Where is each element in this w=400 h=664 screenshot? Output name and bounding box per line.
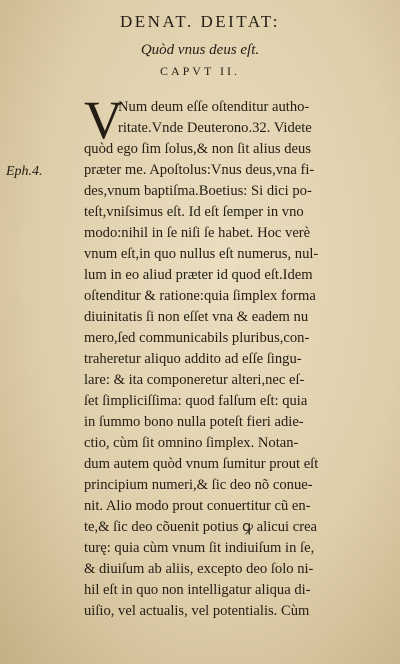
text-line: vnum eſt,in quo nullus eſt numerus, nul- bbox=[84, 246, 319, 262]
text-line: nit. Alio modo prout conuertitur cũ en- bbox=[84, 498, 311, 514]
text-line: & diuiſum ab aliis, excepto deo ſolo ni- bbox=[84, 561, 314, 577]
text-line: ctio, cùm ſit omnino ſimplex. Notan- bbox=[84, 435, 299, 451]
margin-note: Eph.4. bbox=[6, 164, 43, 179]
text-line: turę: quia cùm vnum ſit indiuiſum in ſe, bbox=[84, 540, 315, 556]
text-line: dum autem quòd vnum ſumitur prout eſt bbox=[84, 456, 319, 472]
text-line: modo:nihil in ſe niſi ſe habet. Hoc verè bbox=[84, 225, 311, 241]
text-line: lare: & ita componeretur alteri,nec eſ- bbox=[84, 372, 305, 388]
text-line: Num deum eſſe oſtenditur autho- bbox=[118, 99, 310, 115]
text-line: ritate.Vnde Deuterono.32. Videte bbox=[118, 120, 312, 136]
running-head: DENAT. DEITAT: bbox=[120, 12, 280, 31]
text-line: oſtenditur & ratione:quia ſimplex forma bbox=[84, 288, 316, 304]
text-line: in ſummo bono nulla poteſt fieri adie- bbox=[84, 414, 304, 430]
text-line: mero,ſed communicabils pluribus,con- bbox=[84, 330, 310, 346]
section-subtitle: Quòd vnus deus eſt. bbox=[140, 42, 260, 58]
text-line: hil eſt in quo non intelligatur aliqua di- bbox=[84, 582, 311, 598]
text-line: lum in eo aliud præter id quod eſt.Idem bbox=[84, 267, 313, 283]
chapter-heading: CAPVT II. bbox=[159, 64, 241, 78]
text-line: ſet ſimpliciſſima: quod falſum eſt: quia bbox=[84, 393, 308, 409]
text-line: uiſio, vel actualis, vel potentialis. Cùm bbox=[84, 603, 310, 619]
text-line: teſt,vniſsimus eſt. Id eſt ſemper in vno bbox=[84, 204, 304, 220]
text-line: te,& ſic deo cõuenit potius ꝙ alicui crea bbox=[84, 519, 318, 535]
text-line: principium numeri,& ſic deo nõ conue- bbox=[84, 477, 313, 493]
text-line: quòd ego ſim ſolus,& non ſit alius deus bbox=[84, 141, 312, 157]
text-line: traheretur aliquo addito ad eſſe ſingu- bbox=[84, 351, 302, 367]
body-text bbox=[84, 90, 394, 622]
text-line: des,vnum baptiſma.Boetius: Si dici po- bbox=[84, 183, 312, 199]
text-line: præter me. Apoſtolus:Vnus deus,vna fi- bbox=[84, 162, 315, 178]
text-line: diuinitatis ſi non eſſet vna & eadem nu bbox=[84, 309, 309, 325]
drop-cap: V bbox=[84, 90, 123, 150]
